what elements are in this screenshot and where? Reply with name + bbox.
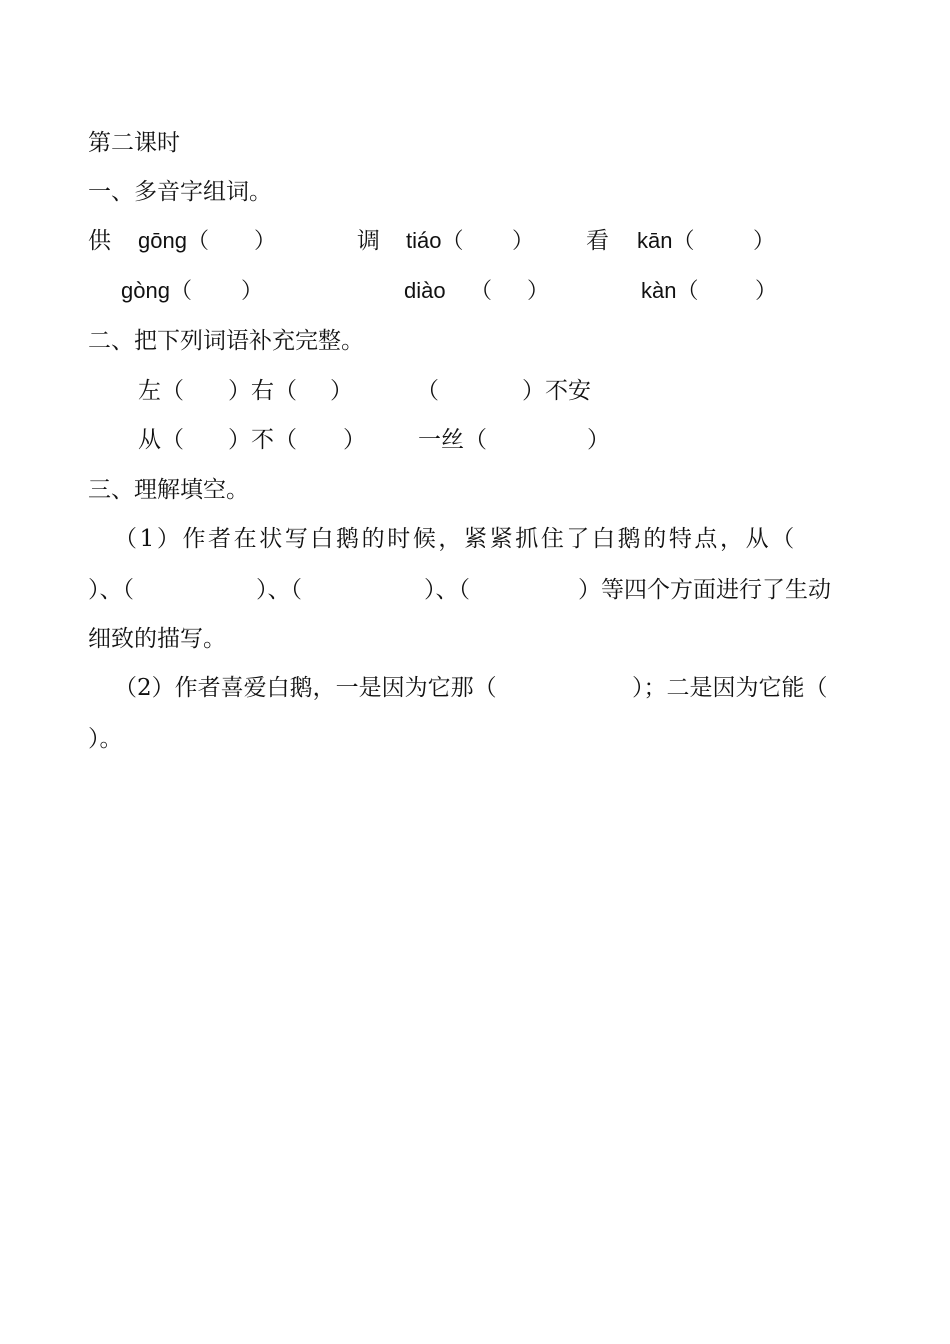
question-2-mid: ）；二是因为它能（	[632, 675, 828, 701]
char-kan: 看	[586, 228, 609, 254]
blank-sep: ）、（	[424, 577, 470, 603]
phrase-you: ）右（	[228, 378, 297, 404]
phrase-bu: ）不（	[228, 427, 297, 453]
question-1-line1	[114, 524, 797, 554]
page-title: 第二课时	[88, 130, 180, 156]
pinyin-tiao: tiáo（	[406, 228, 464, 253]
question-2-text: 作者喜爱白鹅，一是因为它那（	[174, 675, 497, 701]
pinyin-kan4: kàn（	[641, 278, 699, 303]
blank-close: ）	[343, 427, 366, 453]
pinyin-gong4: gòng（	[121, 278, 192, 303]
char-gong: 供	[88, 228, 111, 254]
blank-close: ）	[587, 427, 610, 453]
section2-heading: 二、把下列词语补充完整。	[88, 328, 364, 354]
blank-close: ）	[254, 228, 277, 253]
blank-close: ）	[512, 228, 535, 253]
pinyin-kan1: kān（	[637, 228, 695, 253]
phrase-zuo: 左（	[138, 378, 184, 404]
blank-close: ）	[755, 278, 778, 303]
pinyin-diao: diào	[404, 278, 446, 303]
blank-sep: ）、（	[256, 577, 302, 603]
question-1-number: （1）	[114, 526, 183, 552]
blank-close: ）	[527, 278, 550, 303]
question-1-text: 作者在状写白鹅的时候，紧紧抓住了白鹅的特点，从（	[182, 526, 797, 552]
blank-open: （	[470, 278, 493, 303]
blank-close: ）、（	[88, 577, 134, 603]
blank-close: ）	[753, 228, 776, 253]
question-2-line1	[114, 673, 497, 703]
blank-close: ）	[241, 278, 264, 303]
question-2-number: （2）	[114, 675, 175, 701]
section3-heading: 三、理解填空。	[88, 477, 249, 503]
phrase-yisi: 一丝（	[418, 427, 487, 453]
pinyin-gong1: gōng（	[138, 228, 209, 253]
question-2-line2: ）。	[88, 726, 123, 752]
blank-close: ）	[330, 378, 353, 404]
char-tiao: 调	[357, 228, 380, 254]
question-1-line3: 细致的描写。	[88, 626, 226, 652]
blank-open: （	[416, 378, 439, 404]
section1-heading: 一、多音字组词。	[88, 179, 272, 205]
phrase-cong: 从（	[138, 427, 184, 453]
question-1-line2-end: ）等四个方面进行了生动	[578, 577, 831, 603]
phrase-buan: ）不安	[522, 378, 591, 404]
